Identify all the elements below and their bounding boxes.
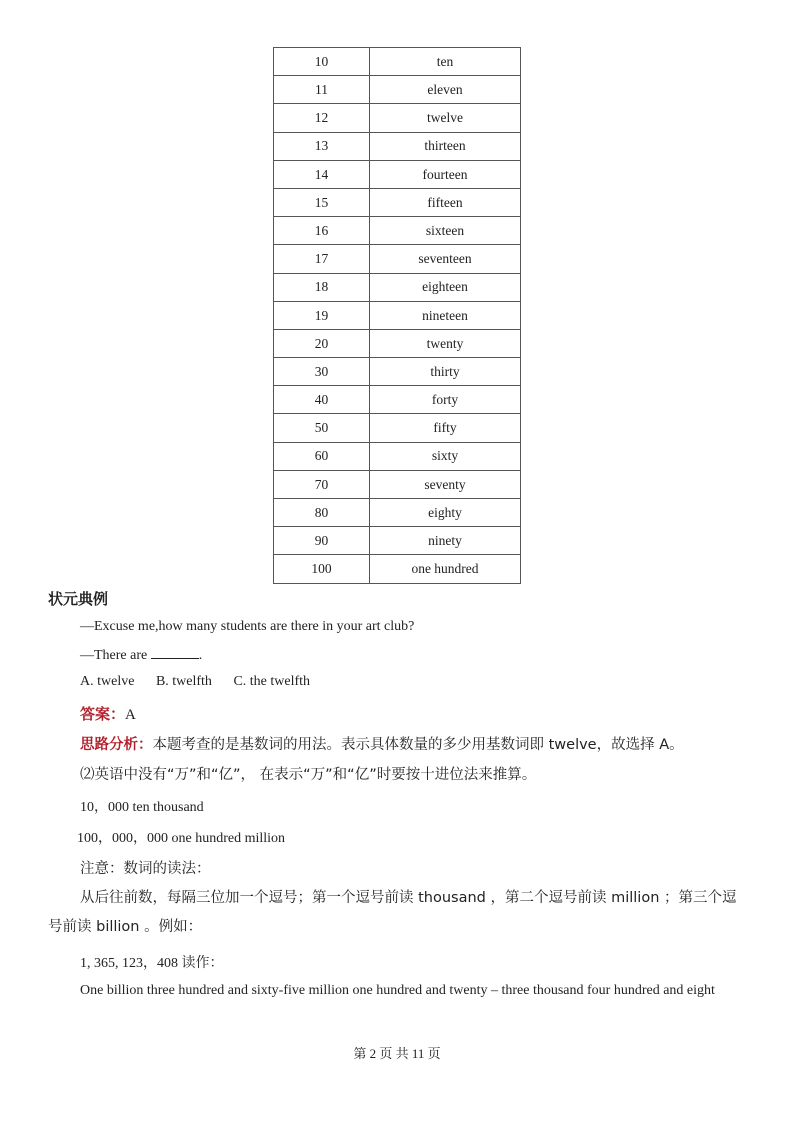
number-cell: 12 <box>274 104 370 132</box>
number-cell: 40 <box>274 386 370 414</box>
answer-blank <box>151 646 199 659</box>
word-cell: sixteen <box>370 217 521 245</box>
number-cell: 11 <box>274 76 370 104</box>
number-cell: 16 <box>274 217 370 245</box>
table-row <box>274 470 521 498</box>
table-row <box>274 188 521 216</box>
word-cell: twenty <box>370 329 521 357</box>
word-cell: thirteen <box>370 132 521 160</box>
note-label: 注意：数词的读法： <box>80 861 211 877</box>
word-cell: one hundred <box>370 555 521 583</box>
number-cell: 14 <box>274 160 370 188</box>
big-number-line: 1, 365, 123，408 读作： <box>80 956 224 971</box>
number-cell: 30 <box>274 358 370 386</box>
number-cell: 10 <box>274 48 370 76</box>
example-heading: 状元典例 <box>48 590 109 608</box>
table-row <box>274 301 521 329</box>
table-row <box>274 555 521 583</box>
word-cell: eleven <box>370 76 521 104</box>
example-hundred-million: 100，000，000 one hundred million <box>77 831 286 846</box>
table-row <box>274 104 521 132</box>
word-cell: ninety <box>370 527 521 555</box>
number-cell: 19 <box>274 301 370 329</box>
question-line-2-prefix: —There are <box>80 648 148 663</box>
rule-paragraph <box>48 884 748 942</box>
answer-label: 答案： <box>80 705 126 723</box>
number-cell: 18 <box>274 273 370 301</box>
word-cell: seventeen <box>370 245 521 273</box>
table-row <box>274 245 521 273</box>
table-row <box>274 442 521 470</box>
word-cell: eighteen <box>370 273 521 301</box>
option-a: A. twelve <box>80 674 135 689</box>
page-footer: 第 2 页 共 11 页 <box>353 1046 441 1061</box>
table-row <box>274 48 521 76</box>
word-cell: fourteen <box>370 160 521 188</box>
question-line-2-suffix: . <box>198 648 203 663</box>
word-cell: nineteen <box>370 301 521 329</box>
number-cell: 60 <box>274 442 370 470</box>
word-cell: twelve <box>370 104 521 132</box>
number-cell: 13 <box>274 132 370 160</box>
analysis-line <box>80 733 684 754</box>
option-c: C. the twelfth <box>233 674 311 689</box>
answer-value: A <box>125 707 136 723</box>
word-cell: sixty <box>370 442 521 470</box>
word-cell: seventy <box>370 470 521 498</box>
question-line-1: —Excuse me,how many students are there in your art club? <box>80 619 415 634</box>
table-row <box>274 499 521 527</box>
table-row <box>274 527 521 555</box>
number-cell: 17 <box>274 245 370 273</box>
table-row <box>274 414 521 442</box>
table-row <box>274 217 521 245</box>
number-cell: 80 <box>274 499 370 527</box>
analysis-label: 思路分析： <box>80 737 153 753</box>
example-ten-thousand: 10，000 ten thousand <box>80 800 204 815</box>
number-cell: 20 <box>274 329 370 357</box>
number-cell: 100 <box>274 555 370 583</box>
answer-line <box>80 703 136 724</box>
word-cell: forty <box>370 386 521 414</box>
word-cell: eighty <box>370 499 521 527</box>
number-cell: 70 <box>274 470 370 498</box>
number-cell: 90 <box>274 527 370 555</box>
option-b: B. twelfth <box>155 674 212 689</box>
table-row <box>274 273 521 301</box>
options-line <box>80 674 328 690</box>
table-row <box>274 358 521 386</box>
number-table <box>273 47 521 584</box>
table-row <box>274 386 521 414</box>
analysis-text: 本题考查的是基数词的用法。表示具体数量的多少用基数词即 twelve，故选择 A。 <box>152 737 684 753</box>
rule-text: 从后往前数，每隔三位加一个逗号；第一个逗号前读 thousand ，第二个逗号前读 million ；第三个逗号前读 billion 。例如： <box>48 890 737 935</box>
word-cell: fifteen <box>370 188 521 216</box>
number-cell: 50 <box>274 414 370 442</box>
reading-text: One billion three hundred and sixty-five million one hundred and twenty – three thousand four hundred and eight <box>80 983 715 998</box>
table-row <box>274 132 521 160</box>
word-cell: fifty <box>370 414 521 442</box>
section2-title: ⑵英语中没有“万”和“亿”， 在表示“万”和“亿”时要按十进位法来推算。 <box>80 767 537 783</box>
word-cell: thirty <box>370 358 521 386</box>
question-line-2 <box>80 646 202 664</box>
table-row <box>274 76 521 104</box>
number-cell: 15 <box>274 188 370 216</box>
table-row <box>274 160 521 188</box>
reading-paragraph <box>48 976 748 1005</box>
word-cell: ten <box>370 48 521 76</box>
table-row <box>274 329 521 357</box>
